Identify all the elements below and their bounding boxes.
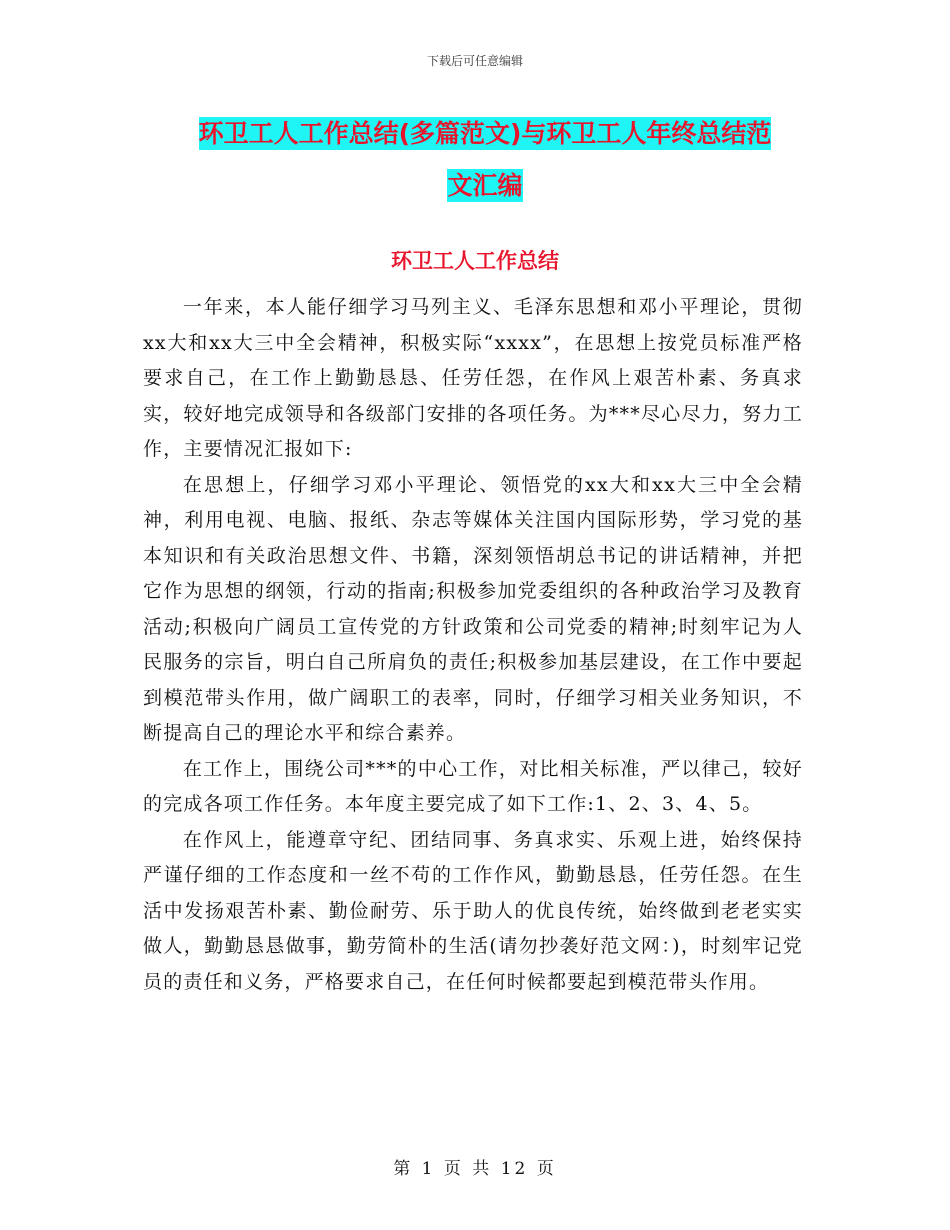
paragraph-style: 在作风上，能遵章守纪、团结同事、务真求实、乐观上进，始终保持严谨仔细的工作态度和一丝不苟的工作作风，勤勤恳恳，任劳任怨。在生活中发扬艰苦朴素、勤俭耐劳、乐于助人的优良传统，始终做到老老实实做人，勤勤恳恳做事，勤劳简朴的生活(请勿抄袭好范文网：)，时刻牢记党员的责任和义务，严格要求自己，在任何时候都要起到模范带头作用。 — [143, 828, 803, 993]
document-title-line2: 文汇编 — [447, 171, 523, 200]
document-title — [140, 108, 830, 212]
section-title: 环卫工人工作总结 — [391, 249, 559, 273]
paragraph-thought: 在思想上，仔细学习邓小平理论、领悟党的xx大和xx大三中全会精神，利用电视、电脑、报纸、杂志等媒体关注国内国际形势，学习党的基本知识和有关政治思想文件、书籍，深刻领悟胡总书记的讲话精神，并把它作为思想的纲领，行动的指南;积极参加党委组织的各种政治学习及教育活动;积极向广阔员工宣传党的方针政策和公司党委的精神;时刻牢记为人民服务的宗旨，明白自己所肩负的责任;积极参加基层建设，在工作中要起到模范带头作用，做广阔职工的表率，同时，仔细学习相关业务知识，不断提高自己的理论水平和综合素养。 — [143, 473, 803, 744]
page-footer: 第 1 页 共 12 页 — [393, 1159, 557, 1179]
document-title-line1: 环卫工人工作总结(多篇范文)与环卫工人年终总结范 — [198, 119, 772, 148]
header-note: 下载后可任意编辑 — [426, 54, 523, 68]
paragraph-intro: 一年来，本人能仔细学习马列主义、毛泽东思想和邓小平理论，贯彻xx大和xx大三中全会精神，积极实际“xxxx”，在思想上按党员标准严格要求自己，在工作上勤勤恳恳、任劳任怨，在作风上艰苦朴素、务真求实，较好地完成领导和各级部门安排的各项任务。为***尽心尽力，努力工作，主要情况汇报如下: — [143, 296, 803, 460]
paragraph-work: 在工作上，围绕公司***的中心工作，对比相关标准，严以律己，较好的完成各项工作任务。本年度主要完成了如下工作:1、2、3、4、5。 — [143, 757, 803, 815]
body-text — [143, 290, 803, 1000]
